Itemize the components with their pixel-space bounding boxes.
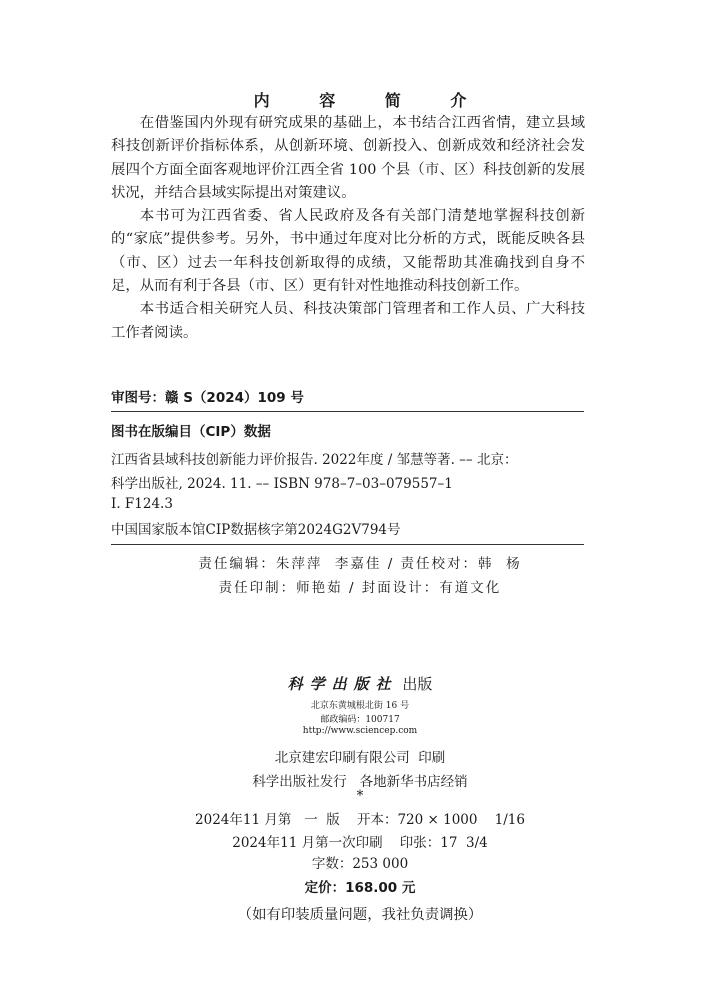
cip-line-4: 中国国家版本馆CIP数据核字第2024G2V794号 <box>111 522 401 538</box>
intro-paragraph-2: 本书可为江西省委、省人民政府及各有关部门清楚地掌握科技创新的“家底”提供参考。另外，书中通过年度对比分析的方式，既能反映各县（市、区）过去一年科技创新取得的成绩，又能帮助其准确找到自身不足，从而有利于各县（市、区）更有针对性地推动科技创新工作。 <box>111 208 585 295</box>
map-approval-number: 审图号：赣 S（2024）109 号 <box>111 390 304 406</box>
separator-star: * <box>356 788 364 804</box>
printer-line: 北京建宏印刷有限公司 印刷 <box>274 750 446 766</box>
intro-paragraph-1: 在借鉴国内外现有研究成果的基础上，本书结合江西省情，建立县域科技创新评价指标体系，从创新环境、创新投入、创新成效和经济社会发展四个方面全面客观地评价江西全省 100 个县（市、区）科技创新的发展状况，并结合县域实际提出对策建议。 <box>111 115 585 201</box>
distribution-line: 科学出版社发行 各地新华书店经销 <box>252 774 468 790</box>
edition-line: 2024年11 月第 一 版 开本：720 × 1000 1/16 <box>195 812 525 828</box>
cip-top-divider <box>111 411 584 412</box>
cip-line-2: 科学出版社, 2024. 11. –– ISBN 978–7–03–079557–1 <box>111 476 453 492</box>
price-line: 定价：168.00 元 <box>304 880 416 896</box>
cip-title: 图书在版编目（CIP）数据 <box>111 424 271 440</box>
cip-line-3: Ⅰ. F124.3 <box>111 496 173 512</box>
editor-credits: 责任编辑：朱萍萍 李嘉佳 / 责任校对：韩 杨 <box>198 556 522 572</box>
publisher-postcode: 邮政编码：100717 <box>320 715 400 725</box>
intro-paragraph-3: 本书适合相关研究人员、科技决策部门管理者和工作人员、广大科技工作者阅读。 <box>111 301 585 341</box>
printing-line: 2024年11 月第一次印刷 印张：17 3/4 <box>232 835 488 851</box>
publisher-line <box>0 673 720 694</box>
production-credits: 责任印制：师艳茹 / 封面设计：有道文化 <box>218 580 502 596</box>
intro-body <box>111 112 585 345</box>
page-title: 内 容 简 介 <box>253 91 489 110</box>
cip-line-1: 江西省县域科技创新能力评价报告. 2022年度 / 邹慧等著. –– 北京： <box>111 452 518 468</box>
publisher-url: http://www.sciencep.com <box>302 726 418 736</box>
word-count-line: 字数：253 000 <box>311 856 409 872</box>
quality-note: （如有印装质量问题，我社负责调换） <box>237 907 483 923</box>
publisher-suffix: 出版 <box>397 675 433 693</box>
publisher-address: 北京东黄城根北街 16 号 <box>310 701 410 711</box>
publisher-logo: 科学出版社 <box>287 675 398 693</box>
cip-bottom-divider <box>111 544 584 545</box>
